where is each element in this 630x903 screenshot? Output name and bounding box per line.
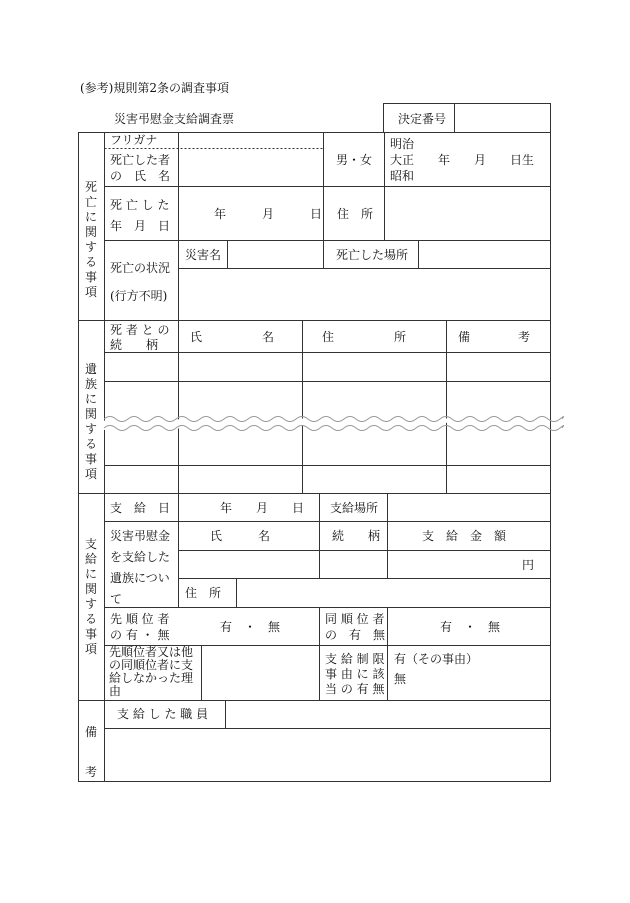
recipient-address-label: 住 所 — [185, 586, 222, 600]
era-taisho-birthdate[interactable]: 大正 年 月 日生 — [390, 153, 535, 167]
section-family-label: 遺族に関する事項 — [84, 362, 97, 481]
death-date-field[interactable]: 年 月 日 — [214, 207, 323, 221]
deceased-name-field[interactable] — [179, 149, 323, 186]
recipient-address-field[interactable] — [237, 579, 550, 607]
deceased-name-label-1: 死亡した者 — [110, 153, 171, 167]
same-rank-options[interactable]: 有 ・ 無 — [440, 620, 501, 634]
limit-label-3: 当 の 有 無 — [325, 682, 385, 696]
staff-field[interactable] — [226, 701, 550, 728]
same-rank-label-2: の 有 無 — [325, 628, 386, 642]
era-showa: 昭和 — [390, 169, 415, 183]
non-payment-reason-label: 先順位者又は他の同順位者に支給しなかった理由 — [109, 645, 194, 698]
limit-yes-option[interactable]: 有（その事由） — [394, 652, 479, 666]
gender-options[interactable]: 男・女 — [336, 153, 373, 167]
death-circumstances-field[interactable] — [179, 269, 550, 320]
relationship-label-1: 死 者 と の — [110, 323, 170, 337]
death-date-label-2: 年 月 日 — [110, 219, 171, 233]
payment-amount-field[interactable] — [388, 551, 528, 578]
same-rank-label-1: 同 順 位 者 — [325, 612, 385, 626]
payment-place-field[interactable] — [388, 494, 550, 521]
family-name-header: 氏 名 — [190, 330, 275, 344]
recipient-name-header: 氏 名 — [210, 529, 271, 543]
section-remarks-label: 備考 — [84, 725, 97, 779]
family-row[interactable] — [105, 466, 550, 493]
recipient-relation-field[interactable] — [320, 551, 387, 578]
death-date-label-1: 死 亡 し た — [110, 198, 170, 212]
recipient-label-4: て — [110, 592, 123, 606]
section-payment-label: 支給に関する事項 — [84, 537, 97, 656]
limit-label-2: 事 由 に 該 — [325, 667, 385, 681]
prior-rank-label-2: の 有 ・ 無 — [110, 628, 170, 642]
non-payment-reason-field[interactable] — [202, 646, 319, 700]
missing-label: (行方不明) — [110, 289, 168, 303]
recipient-label-1: 災害弔慰金 — [110, 529, 171, 543]
limit-label-1: 支 給 制 限 — [325, 652, 385, 666]
family-address-header: 住 所 — [322, 330, 407, 344]
deceased-address-label: 住 所 — [337, 207, 374, 221]
deceased-name-label-2: の 氏 名 — [110, 169, 171, 183]
furigana-label: フリガナ — [110, 133, 158, 147]
section-deceased-label: 死亡に関する事項 — [84, 180, 97, 299]
relationship-label-2: 続 柄 — [110, 338, 159, 352]
family-row[interactable] — [105, 431, 550, 465]
family-row[interactable] — [105, 353, 550, 381]
limit-no-option[interactable]: 無 — [394, 672, 407, 686]
form-title: 災害弔慰金支給調査票 — [114, 112, 235, 126]
recipient-label-2: を支給した — [110, 550, 171, 564]
payment-date-field[interactable]: 年 月 日 — [220, 501, 305, 515]
prior-rank-options[interactable]: 有 ・ 無 — [220, 620, 281, 634]
recipient-name-field[interactable] — [179, 551, 319, 578]
death-place-field[interactable] — [419, 241, 550, 268]
death-place-label: 死亡した場所 — [336, 248, 409, 262]
yen-unit: 円 — [522, 558, 535, 572]
family-notes-header: 備 考 — [458, 330, 531, 344]
prior-rank-label-1: 先 順 位 者 — [110, 612, 170, 626]
family-row[interactable] — [105, 382, 550, 418]
remarks-field[interactable] — [105, 729, 550, 781]
deceased-address-field[interactable] — [385, 187, 550, 240]
recipient-relation-header: 続 柄 — [332, 529, 381, 543]
furigana-field[interactable] — [179, 133, 323, 148]
payment-place-label: 支給場所 — [330, 501, 379, 515]
disaster-name-label: 災害名 — [185, 248, 222, 262]
reference-note: (参考)規則第2条の調査事項 — [80, 81, 229, 95]
payment-amount-header: 支 給 金 額 — [422, 529, 507, 543]
staff-label: 支 給 し た 職 員 — [117, 707, 209, 721]
payment-date-label: 支 給 日 — [110, 501, 171, 515]
decision-number-field[interactable] — [455, 104, 550, 132]
disaster-name-field[interactable] — [228, 241, 323, 268]
era-meiji: 明治 — [390, 137, 415, 151]
decision-number-label: 決定番号 — [398, 112, 447, 126]
recipient-label-3: 遺族につい — [110, 571, 170, 585]
death-circumstances-label: 死亡の状況 — [110, 261, 171, 275]
